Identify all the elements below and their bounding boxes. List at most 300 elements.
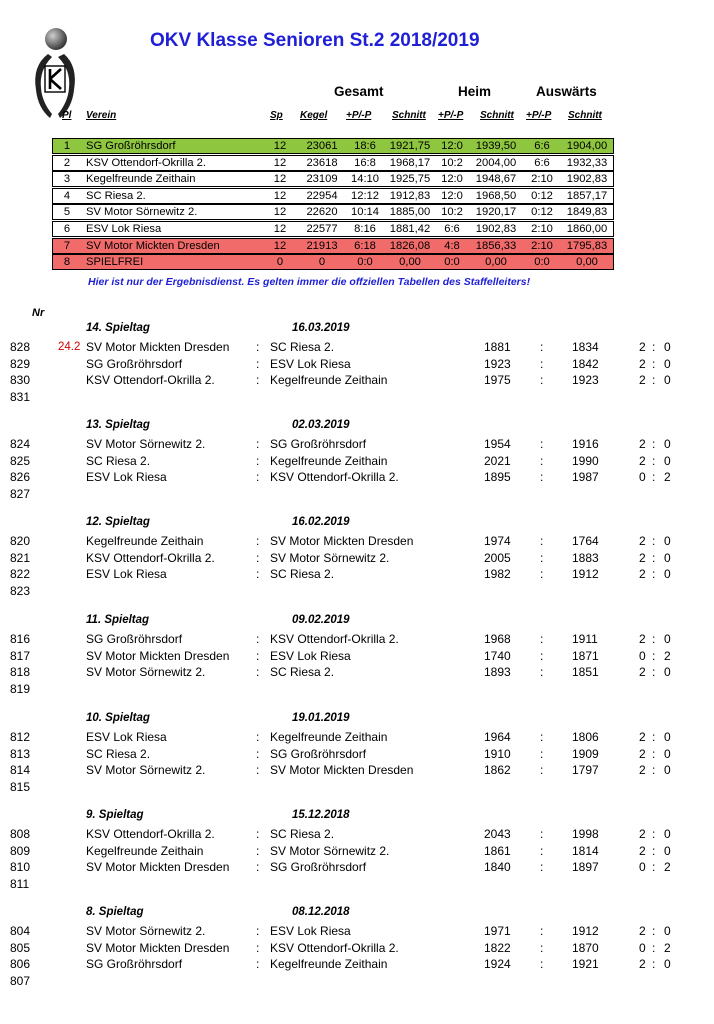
- home-team: SG Großröhrsdorf: [86, 632, 183, 646]
- standings-cell-pp: 14:10: [351, 173, 379, 186]
- standings-cell-pl: 1: [63, 140, 71, 152]
- away-score: 1987: [572, 470, 599, 485]
- points-separator: :: [652, 665, 656, 680]
- score-separator: :: [540, 550, 544, 565]
- points-separator: :: [652, 356, 656, 371]
- standings-cell-aus-schnitt: 1902,83: [566, 173, 608, 186]
- standings-row: [52, 238, 614, 254]
- standings-cell-verein: SG Großröhrsdorf: [86, 140, 176, 152]
- standings-cell-pl: 2: [63, 156, 71, 169]
- home-team: ESV Lok Riesa: [86, 567, 167, 582]
- standings-cell-heim-schnitt: 1948,67: [475, 173, 517, 186]
- standings-cell-heim-pp: 12:0: [441, 189, 463, 202]
- home-points: 2: [639, 763, 646, 778]
- score-separator: :: [540, 356, 544, 371]
- standings-cell-heim-schnitt: 0,00: [485, 256, 507, 269]
- round-title: 14. Spieltag: [86, 322, 150, 334]
- away-points: 0: [664, 340, 671, 354]
- away-points: 2: [664, 940, 671, 955]
- score-separator: :: [540, 730, 544, 744]
- points-separator: :: [652, 924, 656, 938]
- standings-cell-pp: 10:14: [351, 206, 379, 219]
- col-header-pl: Pl: [62, 110, 72, 121]
- standings-cell-schnitt: 1885,00: [389, 206, 431, 219]
- round-title: 11. Spieltag: [86, 614, 150, 626]
- away-score: 1990: [572, 453, 599, 468]
- away-score: 1998: [572, 827, 599, 841]
- round-date: 02.03.2019: [292, 419, 350, 431]
- standings-cell-pp: 16:8: [354, 156, 376, 169]
- away-score: 1851: [572, 665, 599, 680]
- team-separator: :: [256, 356, 260, 371]
- match-number: 804: [10, 924, 31, 938]
- away-team: SG Großröhrsdorf: [270, 860, 367, 875]
- home-points: 2: [639, 957, 646, 972]
- away-team: KSV Ottendorf-Okrilla 2.: [270, 632, 399, 646]
- match-number: 812: [10, 730, 31, 744]
- home-points: 2: [639, 356, 646, 371]
- home-points: 0: [639, 860, 646, 875]
- standings-cell-aus-schnitt: 1857,17: [566, 189, 608, 202]
- standings-cell-aus-schnitt: 1795,83: [566, 239, 608, 252]
- away-score: 1797: [572, 763, 599, 778]
- standings-cell-pl: 8: [63, 256, 71, 269]
- col-header-heim-schnitt: Schnitt: [480, 110, 514, 121]
- points-separator: :: [652, 648, 656, 663]
- team-separator: :: [256, 730, 260, 744]
- match-number: 820: [10, 534, 31, 548]
- standings-row: [52, 171, 614, 187]
- home-team: SC Riesa 2.: [86, 746, 151, 761]
- home-team: SV Motor Sörnewitz 2.: [86, 665, 206, 680]
- team-separator: :: [256, 843, 260, 858]
- score-separator: :: [540, 534, 544, 548]
- round-title: 10. Spieltag: [86, 712, 150, 724]
- away-points: 0: [664, 373, 671, 388]
- away-score: 1764: [572, 534, 599, 548]
- standings-cell-pl: 6: [63, 223, 71, 235]
- score-separator: :: [540, 470, 544, 485]
- home-score: 1924: [484, 957, 511, 972]
- standings-cell-verein: SC Riesa 2.: [86, 189, 146, 202]
- team-separator: :: [256, 632, 260, 646]
- standings-row: [52, 204, 614, 220]
- standings-cell-pp: 18:6: [354, 140, 376, 152]
- standings-cell-schnitt: 1925,75: [389, 173, 431, 186]
- standings-cell-verein: KSV Ottendorf-Okrilla 2.: [86, 156, 206, 169]
- home-points: 2: [639, 746, 646, 761]
- round-title: 13. Spieltag: [86, 419, 150, 431]
- away-score: 1897: [572, 860, 599, 875]
- standings-cell-heim-schnitt: 1939,50: [475, 140, 517, 152]
- team-separator: :: [256, 940, 260, 955]
- away-score: 1921: [572, 957, 599, 972]
- round-date: 08.12.2018: [292, 906, 350, 918]
- score-separator: :: [540, 632, 544, 646]
- match-number: 823: [10, 583, 31, 598]
- col-header-kegel: Kegel: [300, 110, 328, 121]
- away-team: KSV Ottendorf-Okrilla 2.: [270, 940, 399, 955]
- match-number: 824: [10, 437, 31, 451]
- round-title: 9. Spieltag: [86, 809, 144, 821]
- match-number: 827: [10, 486, 31, 501]
- team-separator: :: [256, 957, 260, 972]
- points-separator: :: [652, 746, 656, 761]
- match-number: 825: [10, 453, 31, 468]
- home-team: SV Motor Mickten Dresden: [86, 940, 230, 955]
- away-score: 1923: [572, 373, 599, 388]
- away-team: SC Riesa 2.: [270, 340, 335, 354]
- away-team: ESV Lok Riesa: [270, 648, 351, 663]
- standings-cell-heim-schnitt: 1856,33: [475, 239, 517, 252]
- disclaimer-note: Hier ist nur der Ergebnisdienst. Es gelten immer die offziellen Tabellen des Staffelleiters!: [88, 276, 531, 288]
- home-score: 1954: [484, 437, 511, 451]
- standings-cell-heim-pp: 0:0: [444, 256, 460, 269]
- away-team: SV Motor Mickten Dresden: [270, 763, 414, 778]
- away-points: 0: [664, 665, 671, 680]
- away-team: SC Riesa 2.: [270, 827, 335, 841]
- standings-cell-schnitt: 1826,08: [389, 239, 431, 252]
- home-team: SC Riesa 2.: [86, 453, 151, 468]
- home-score: 1910: [484, 746, 511, 761]
- standings-cell-schnitt: 1912,83: [389, 189, 431, 202]
- score-separator: :: [540, 924, 544, 938]
- col-header-sp: Sp: [270, 110, 283, 121]
- away-team: KSV Ottendorf-Okrilla 2.: [270, 470, 399, 485]
- match-number: 816: [10, 632, 31, 646]
- home-score: 1923: [484, 356, 511, 371]
- away-score: 1842: [572, 356, 599, 371]
- points-separator: :: [652, 453, 656, 468]
- team-separator: :: [256, 860, 260, 875]
- away-team: SC Riesa 2.: [270, 567, 335, 582]
- team-separator: :: [256, 550, 260, 565]
- home-score: 1974: [484, 534, 511, 548]
- away-score: 1912: [572, 567, 599, 582]
- col-header-aus-schnitt: Schnitt: [568, 110, 602, 121]
- standings-cell-sp: 12: [273, 206, 287, 219]
- standings-table: [52, 138, 614, 272]
- points-separator: :: [652, 340, 656, 354]
- home-score: 1895: [484, 470, 511, 485]
- standings-cell-pl: 3: [63, 173, 71, 186]
- round-title: 8. Spieltag: [86, 906, 144, 918]
- match-number: 814: [10, 763, 31, 778]
- standings-cell-heim-pp: 12:0: [441, 173, 463, 186]
- points-separator: :: [652, 940, 656, 955]
- home-points: 2: [639, 340, 646, 354]
- col-header-pp: +P/-P: [346, 110, 372, 121]
- standings-cell-schnitt: 1881,42: [389, 223, 431, 235]
- match-number: 815: [10, 779, 31, 794]
- match-number: 821: [10, 550, 31, 565]
- home-points: 2: [639, 534, 646, 548]
- standings-cell-heim-pp: 10:2: [441, 206, 463, 219]
- home-team: KSV Ottendorf-Okrilla 2.: [86, 827, 215, 841]
- standings-cell-kegel: 0: [318, 256, 326, 269]
- away-points: 0: [664, 957, 671, 972]
- col-header-aus-pp: +P/-P: [526, 110, 552, 121]
- standings-cell-heim-pp: 6:6: [444, 223, 460, 235]
- match-number: 811: [10, 876, 30, 891]
- standings-cell-heim-pp: 10:2: [441, 156, 463, 169]
- standings-cell-heim-schnitt: 1968,50: [475, 189, 517, 202]
- away-team: SG Großröhrsdorf: [270, 437, 367, 451]
- round-date: 16.03.2019: [292, 322, 350, 334]
- standings-cell-kegel: 22620: [306, 206, 338, 219]
- standings-cell-pl: 4: [63, 189, 71, 202]
- standings-row: [52, 188, 614, 204]
- team-separator: :: [256, 373, 260, 388]
- standings-cell-aus-pp: 0:0: [534, 256, 550, 269]
- home-score: 1822: [484, 940, 511, 955]
- score-separator: :: [540, 373, 544, 388]
- away-score: 1912: [572, 924, 599, 938]
- standings-cell-pl: 7: [63, 239, 71, 252]
- home-points: 0: [639, 470, 646, 485]
- standings-cell-sp: 12: [273, 173, 287, 186]
- standings-cell-kegel: 23109: [306, 173, 338, 186]
- standings-cell-pl: 5: [63, 206, 71, 219]
- team-separator: :: [256, 534, 260, 548]
- standings-cell-kegel: 22577: [306, 223, 338, 235]
- match-number: 810: [10, 860, 31, 875]
- standings-row: [52, 254, 614, 270]
- round-date: 19.01.2019: [292, 712, 350, 724]
- score-separator: :: [540, 437, 544, 451]
- away-score: 1814: [572, 843, 599, 858]
- home-score: 2043: [484, 827, 511, 841]
- standings-cell-aus-pp: 6:6: [534, 156, 550, 169]
- home-score: 2021: [484, 453, 511, 468]
- standings-cell-sp: 12: [273, 189, 287, 202]
- match-number: 809: [10, 843, 31, 858]
- round-date: 15.12.2018: [292, 809, 350, 821]
- points-separator: :: [652, 827, 656, 841]
- points-separator: :: [652, 763, 656, 778]
- points-separator: :: [652, 437, 656, 451]
- away-team: ESV Lok Riesa: [270, 356, 351, 371]
- away-points: 0: [664, 746, 671, 761]
- home-team: SV Motor Mickten Dresden: [86, 340, 230, 354]
- away-team: SV Motor Sörnewitz 2.: [270, 550, 390, 565]
- home-points: 0: [639, 940, 646, 955]
- away-points: 0: [664, 437, 671, 451]
- home-team: Kegelfreunde Zeithain: [86, 534, 204, 548]
- match-number: 830: [10, 373, 31, 388]
- standings-row: [52, 138, 614, 154]
- standings-cell-aus-pp: 2:10: [531, 239, 553, 252]
- standings-row: [52, 155, 614, 171]
- team-separator: :: [256, 924, 260, 938]
- home-score: 1971: [484, 924, 511, 938]
- points-separator: :: [652, 860, 656, 875]
- standings-cell-heim-pp: 4:8: [444, 239, 460, 252]
- away-points: 0: [664, 534, 671, 548]
- score-separator: :: [540, 746, 544, 761]
- home-points: 2: [639, 550, 646, 565]
- away-points: 0: [664, 730, 671, 744]
- home-points: 2: [639, 730, 646, 744]
- club-logo: [28, 26, 82, 122]
- standings-cell-schnitt: 0,00: [399, 256, 421, 269]
- standings-cell-verein: SPIELFREI: [86, 256, 144, 269]
- standings-cell-aus-schnitt: 1860,00: [566, 223, 608, 235]
- team-separator: :: [256, 437, 260, 451]
- group-header-heim: Heim: [458, 84, 492, 99]
- group-header-gesamt: Gesamt: [334, 84, 384, 99]
- away-score: 1916: [572, 437, 599, 451]
- home-team: SV Motor Sörnewitz 2.: [86, 763, 206, 778]
- match-number: 807: [10, 973, 31, 988]
- away-points: 2: [664, 470, 671, 485]
- team-separator: :: [256, 340, 260, 354]
- home-team: SV Motor Sörnewitz 2.: [86, 437, 206, 451]
- match-number: 817: [10, 648, 31, 663]
- home-score: 1982: [484, 567, 511, 582]
- standings-cell-aus-pp: 0:12: [531, 206, 553, 219]
- team-separator: :: [256, 763, 260, 778]
- standings-cell-kegel: 23618: [306, 156, 338, 169]
- team-separator: :: [256, 665, 260, 680]
- round-date: 09.02.2019: [292, 614, 350, 626]
- score-separator: :: [540, 648, 544, 663]
- standings-cell-heim-pp: 12:0: [441, 140, 463, 152]
- score-separator: :: [540, 957, 544, 972]
- match-number: 819: [10, 681, 31, 696]
- home-points: 2: [639, 843, 646, 858]
- team-separator: :: [256, 827, 260, 841]
- home-team: KSV Ottendorf-Okrilla 2.: [86, 550, 215, 565]
- home-team: SV Motor Sörnewitz 2.: [86, 924, 206, 938]
- standings-cell-schnitt: 1968,17: [389, 156, 431, 169]
- away-score: 1806: [572, 730, 599, 744]
- away-points: 0: [664, 924, 671, 938]
- standings-cell-pp: 6:18: [354, 239, 376, 252]
- home-team: SV Motor Mickten Dresden: [86, 648, 230, 663]
- home-score: 1740: [484, 648, 511, 663]
- home-score: 1861: [484, 843, 511, 858]
- away-team: SV Motor Mickten Dresden: [270, 534, 414, 548]
- home-score: 1968: [484, 632, 511, 646]
- away-points: 0: [664, 550, 671, 565]
- away-score: 1870: [572, 940, 599, 955]
- standings-cell-sp: 12: [273, 140, 287, 152]
- page-title: OKV Klasse Senioren St.2 2018/2019: [150, 30, 480, 51]
- standings-cell-aus-pp: 2:10: [531, 223, 553, 235]
- home-team: Kegelfreunde Zeithain: [86, 843, 204, 858]
- points-separator: :: [652, 843, 656, 858]
- home-points: 2: [639, 632, 646, 646]
- home-team: SG Großröhrsdorf: [86, 957, 183, 972]
- standings-cell-verein: SV Motor Sörnewitz 2.: [86, 206, 198, 219]
- match-number: 806: [10, 957, 31, 972]
- round-title: 12. Spieltag: [86, 516, 150, 528]
- score-separator: :: [540, 827, 544, 841]
- home-team: SG Großröhrsdorf: [86, 356, 183, 371]
- match-number: 829: [10, 356, 31, 371]
- standings-cell-verein: SV Motor Mickten Dresden: [86, 239, 220, 252]
- away-team: Kegelfreunde Zeithain: [270, 957, 388, 972]
- standings-cell-kegel: 23061: [306, 140, 338, 152]
- team-separator: :: [256, 453, 260, 468]
- standings-cell-sp: 12: [273, 156, 287, 169]
- away-points: 0: [664, 567, 671, 582]
- match-number: 805: [10, 940, 31, 955]
- away-points: 2: [664, 860, 671, 875]
- standings-cell-heim-schnitt: 1920,17: [475, 206, 517, 219]
- match-number: 813: [10, 746, 31, 761]
- points-separator: :: [652, 373, 656, 388]
- standings-cell-pp: 0:0: [357, 256, 373, 269]
- home-score: 2005: [484, 550, 511, 565]
- match-number: 828: [10, 340, 31, 354]
- away-score: 1834: [572, 340, 599, 354]
- standings-cell-verein: ESV Lok Riesa: [86, 223, 162, 235]
- home-points: 2: [639, 827, 646, 841]
- home-points: 2: [639, 453, 646, 468]
- group-header-auswaerts: Auswärts: [536, 84, 597, 99]
- score-separator: :: [540, 763, 544, 778]
- score-separator: :: [540, 940, 544, 955]
- points-separator: :: [652, 957, 656, 972]
- home-score: 1893: [484, 665, 511, 680]
- away-team: SG Großröhrsdorf: [270, 746, 367, 761]
- home-score: 1881: [484, 340, 511, 354]
- standings-cell-sp: 12: [273, 239, 287, 252]
- home-score: 1964: [484, 730, 511, 744]
- away-team: SC Riesa 2.: [270, 665, 335, 680]
- standings-cell-schnitt: 1921,75: [389, 140, 431, 152]
- standings-row: [52, 221, 614, 237]
- away-points: 0: [664, 356, 671, 371]
- home-points: 2: [639, 437, 646, 451]
- standings-cell-kegel: 22954: [306, 189, 338, 202]
- match-number: 822: [10, 567, 31, 582]
- score-separator: :: [540, 453, 544, 468]
- away-score: 1883: [572, 550, 599, 565]
- match-number: 831: [10, 389, 31, 404]
- points-separator: :: [652, 470, 656, 485]
- away-team: Kegelfreunde Zeithain: [270, 730, 388, 744]
- home-team: SV Motor Mickten Dresden: [86, 860, 230, 875]
- home-points: 0: [639, 648, 646, 663]
- away-points: 0: [664, 763, 671, 778]
- away-team: Kegelfreunde Zeithain: [270, 453, 388, 468]
- home-team: ESV Lok Riesa: [86, 470, 167, 485]
- standings-cell-aus-schnitt: 1849,83: [566, 206, 608, 219]
- score-separator: :: [540, 843, 544, 858]
- score-separator: :: [540, 860, 544, 875]
- match-number: 826: [10, 470, 31, 485]
- standings-cell-aus-pp: 0:12: [531, 189, 553, 202]
- points-separator: :: [652, 730, 656, 744]
- col-header-schnitt: Schnitt: [392, 110, 426, 121]
- home-score: 1975: [484, 373, 511, 388]
- standings-cell-heim-schnitt: 1902,83: [475, 223, 517, 235]
- away-score: 1909: [572, 746, 599, 761]
- standings-cell-pp: 8:16: [354, 223, 376, 235]
- col-header-heim-pp: +P/-P: [438, 110, 464, 121]
- team-separator: :: [256, 648, 260, 663]
- standings-cell-aus-pp: 6:6: [534, 140, 550, 152]
- away-points: 0: [664, 827, 671, 841]
- col-header-verein: Verein: [86, 110, 117, 121]
- away-score: 1871: [572, 648, 599, 663]
- home-team: KSV Ottendorf-Okrilla 2.: [86, 373, 215, 388]
- away-points: 0: [664, 843, 671, 858]
- points-separator: :: [652, 567, 656, 582]
